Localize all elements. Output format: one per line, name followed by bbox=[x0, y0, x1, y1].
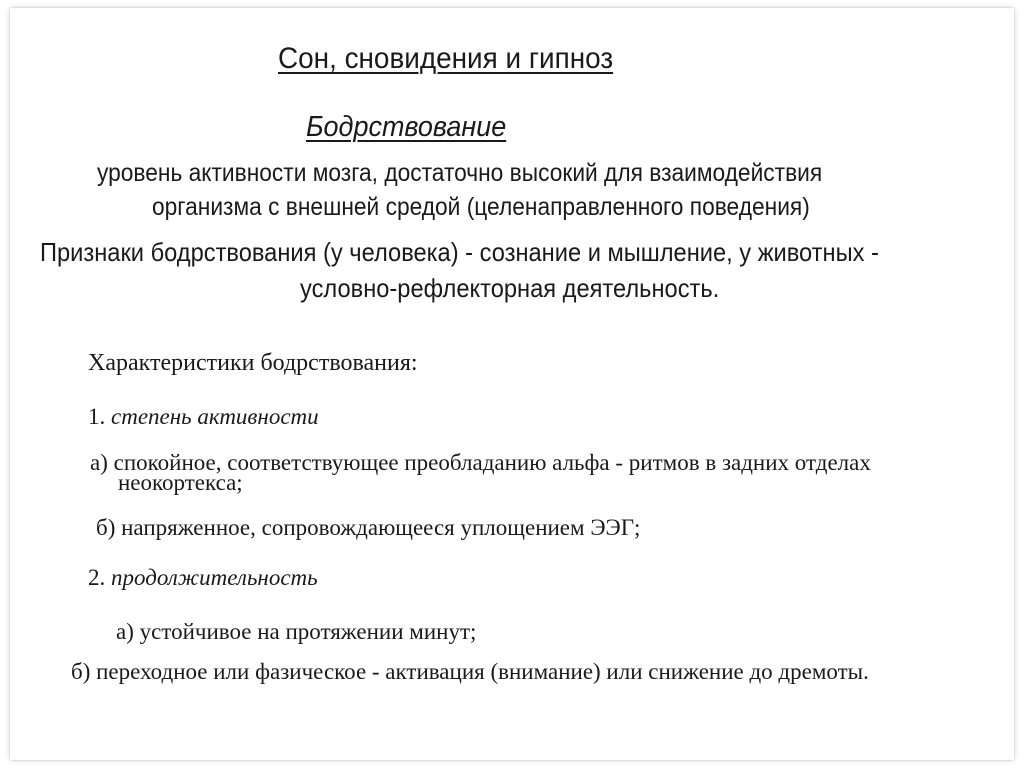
characteristic-item-1 bbox=[88, 405, 319, 428]
characteristics-heading: Характеристики бодрствования: bbox=[88, 350, 418, 376]
item-label: продолжительность bbox=[111, 565, 318, 590]
item-label: степень активности bbox=[111, 404, 319, 429]
item-number: 1. bbox=[88, 404, 106, 429]
slide bbox=[10, 8, 1014, 760]
item-1-a-line-1: а) спокойное, соответствующее преобладанию альфа - ритмов в задних отделах bbox=[90, 450, 871, 475]
slide-title: Сон, сновидения и гипноз bbox=[278, 42, 614, 75]
item-number: 2. bbox=[88, 565, 106, 590]
item-1-a-line-2: неокортекса; bbox=[118, 470, 243, 495]
characteristic-item-2 bbox=[88, 566, 318, 589]
item-2-a: а) устойчивое на протяжении минут; bbox=[116, 619, 477, 644]
item-1-b: б) напряженное, сопровождающееся уплощением ЭЭГ; bbox=[96, 515, 641, 540]
signs-line-2: условно-рефлекторная деятельность. bbox=[300, 273, 720, 303]
definition-line-2: организма с внешней средой (целенаправленного поведения) bbox=[152, 193, 810, 221]
signs-line-1: Признаки бодрствования (у человека) - сознание и мышление, у животных - bbox=[40, 237, 879, 267]
definition-line-1: уровень активности мозга, достаточно высокий для взаимодействия bbox=[97, 159, 823, 187]
section-heading: Бодрствование bbox=[306, 111, 507, 143]
item-2-b: б) переходное или фазическое - активация (внимание) или снижение до дремоты. bbox=[71, 659, 869, 684]
